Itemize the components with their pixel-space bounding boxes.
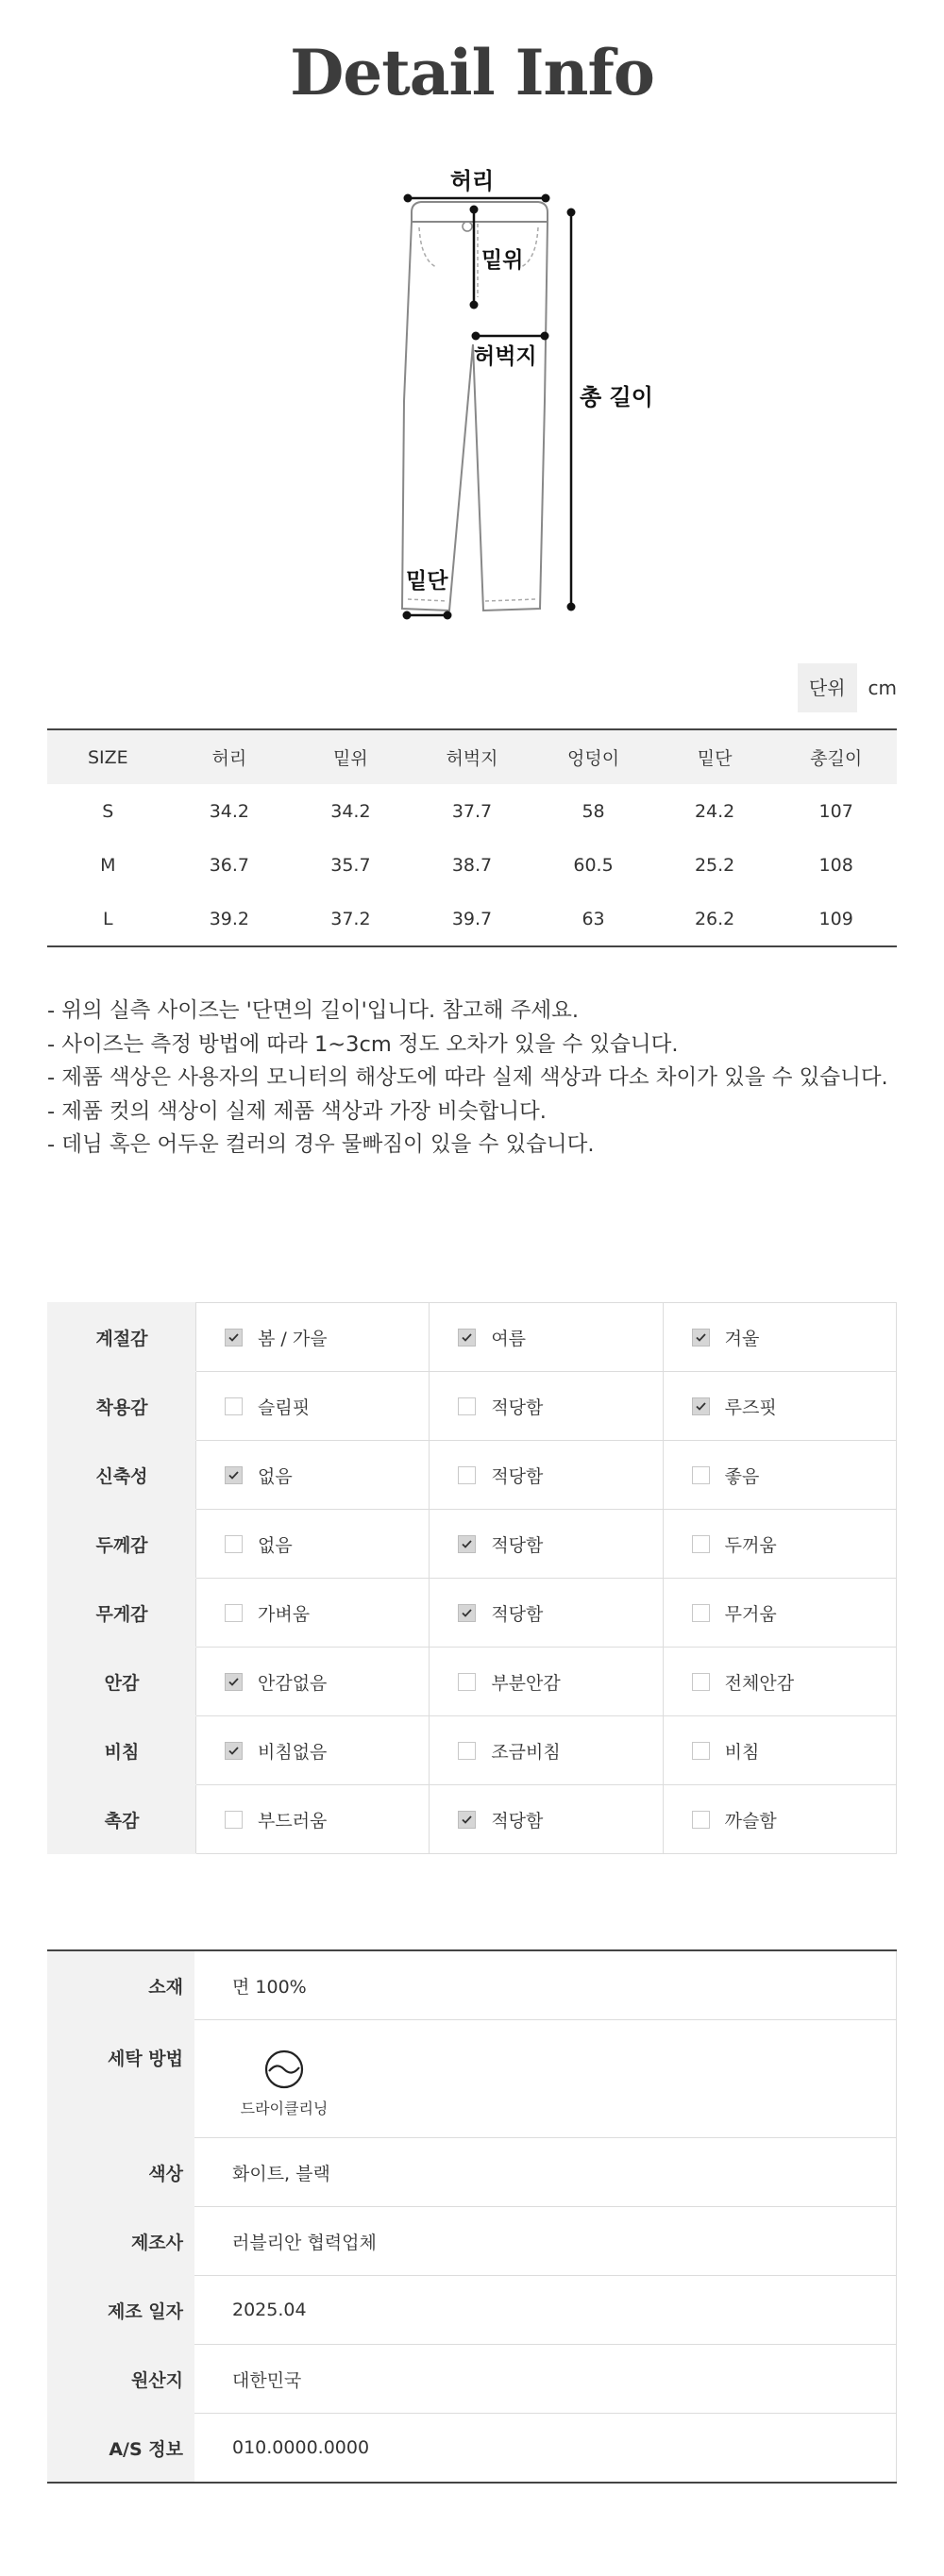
option-wrap	[430, 1738, 662, 1764]
attribute-option	[196, 1579, 430, 1648]
pants-measurement-diagram	[359, 156, 680, 627]
option-label: 적당함	[491, 1397, 544, 1418]
attribute-option	[196, 1716, 430, 1785]
attribute-option	[430, 1303, 663, 1372]
attribute-option	[196, 1648, 430, 1716]
attribute-label: 신축성	[48, 1441, 196, 1510]
size-table-cell: 37.7	[451, 800, 493, 822]
size-table-header: 엉덩이	[532, 729, 654, 784]
unchecked-checkbox-icon	[458, 1742, 476, 1760]
option-label: 까슬함	[724, 1810, 777, 1832]
table-row	[47, 892, 897, 946]
option-wrap	[196, 1738, 429, 1764]
attribute-label: 안감	[48, 1648, 196, 1716]
option-wrap	[430, 1669, 662, 1695]
option-label: 없음	[258, 1465, 293, 1487]
size-table-cell: 108	[818, 854, 853, 876]
attribute-option	[196, 1303, 430, 1372]
unchecked-checkbox-icon	[692, 1466, 710, 1484]
unchecked-checkbox-icon	[225, 1535, 243, 1553]
attribute-label: 비침	[48, 1716, 196, 1785]
size-table-header: SIZE	[47, 729, 169, 784]
size-table-cell: 60.5	[573, 854, 614, 876]
checked-checkbox-icon	[458, 1604, 476, 1622]
attribute-table	[47, 1302, 897, 1854]
size-table-cell: S	[102, 800, 114, 822]
size-table-cell: 37.2	[330, 908, 371, 929]
option-label: 비침없음	[258, 1741, 328, 1763]
attribute-option	[196, 1441, 430, 1510]
option-wrap	[664, 1600, 896, 1626]
option-label: 부드러움	[258, 1810, 328, 1832]
washing-label: 드라이클리닝	[240, 2099, 329, 2117]
info-value: 대한민국	[194, 2345, 897, 2414]
size-table-cell: 24.2	[694, 800, 735, 822]
note-item: - 제품 색상은 사용자의 모니터의 해상도에 따라 실제 색상과 다소 차이가 있을 수 있습니다.	[47, 1065, 888, 1090]
info-label: A/S 정보	[47, 2414, 194, 2484]
product-info-table	[47, 1949, 897, 2484]
unchecked-checkbox-icon	[225, 1397, 243, 1415]
checked-checkbox-icon	[692, 1397, 710, 1415]
unit-indicator	[798, 663, 897, 712]
option-label: 가벼움	[258, 1603, 311, 1625]
option-label: 여름	[491, 1328, 527, 1349]
attribute-row	[48, 1510, 897, 1579]
size-table-cell: 36.7	[209, 854, 249, 876]
info-row-material	[47, 1950, 897, 2020]
option-label: 적당함	[491, 1534, 544, 1556]
option-label: 비침	[724, 1741, 760, 1763]
option-wrap	[664, 1463, 896, 1488]
pants-outline-svg	[359, 156, 680, 627]
option-wrap	[196, 1600, 429, 1626]
option-wrap	[430, 1463, 662, 1488]
option-label: 좋음	[724, 1465, 760, 1487]
button-icon	[463, 222, 472, 231]
unchecked-checkbox-icon	[692, 1811, 710, 1829]
size-table-cell: 58	[582, 800, 605, 822]
unchecked-checkbox-icon	[692, 1535, 710, 1553]
option-wrap	[664, 1394, 896, 1419]
size-table-cell: 39.2	[209, 908, 249, 929]
size-table-cell: 35.7	[330, 854, 371, 876]
option-wrap	[196, 1807, 429, 1832]
size-table-header: 밑위	[290, 729, 412, 784]
attribute-option	[663, 1510, 896, 1579]
option-wrap	[664, 1807, 896, 1832]
note-item: - 위의 실측 사이즈는 '단면의 길이'입니다. 참고해 주세요.	[47, 998, 580, 1023]
size-table-cell: 34.2	[209, 800, 249, 822]
option-label: 부분안감	[491, 1672, 561, 1694]
checked-checkbox-icon	[225, 1673, 243, 1691]
info-value: 화이트, 블랙	[194, 2138, 897, 2207]
option-label: 무거움	[724, 1603, 777, 1625]
option-wrap	[196, 1531, 429, 1557]
unchecked-checkbox-icon	[458, 1397, 476, 1415]
attribute-option	[430, 1579, 663, 1648]
size-table-cell: 63	[582, 908, 605, 929]
info-label: 제조 일자	[47, 2276, 194, 2345]
checked-checkbox-icon	[692, 1329, 710, 1347]
option-wrap	[430, 1531, 662, 1557]
attribute-row	[48, 1579, 897, 1648]
attribute-row	[48, 1716, 897, 1785]
option-label: 안감없음	[258, 1672, 328, 1694]
size-table-cell: 25.2	[694, 854, 735, 876]
info-row-washing	[47, 2020, 897, 2138]
attribute-option	[430, 1785, 663, 1854]
size-table-cell: 109	[818, 908, 853, 929]
attribute-option	[430, 1510, 663, 1579]
size-table-cell: L	[102, 908, 113, 929]
size-table-cell: M	[100, 854, 116, 876]
size-table-cell: 38.7	[451, 854, 493, 876]
option-label: 루즈핏	[724, 1397, 777, 1418]
info-row-as	[47, 2414, 897, 2484]
unchecked-checkbox-icon	[458, 1466, 476, 1484]
option-label: 슬림핏	[258, 1397, 311, 1418]
option-label: 봄 / 가을	[258, 1328, 328, 1349]
option-label: 적당함	[491, 1465, 544, 1487]
attribute-option	[430, 1648, 663, 1716]
attribute-row	[48, 1785, 897, 1854]
info-row-manufacturer	[47, 2207, 897, 2276]
info-label: 원산지	[47, 2345, 194, 2414]
option-wrap	[664, 1325, 896, 1350]
unit-label: 단위	[798, 663, 857, 712]
option-wrap	[196, 1394, 429, 1419]
option-wrap	[196, 1325, 429, 1350]
info-value: 면 100%	[194, 1950, 897, 2020]
dry-cleaning-icon	[263, 2049, 305, 2090]
size-table-cell: 107	[818, 800, 853, 822]
size-table-cell: 26.2	[694, 908, 735, 929]
info-label: 소재	[47, 1950, 194, 2020]
attribute-option	[196, 1372, 430, 1441]
attribute-option	[663, 1372, 896, 1441]
size-table-cell: 39.7	[451, 908, 493, 929]
checked-checkbox-icon	[458, 1811, 476, 1829]
checked-checkbox-icon	[458, 1329, 476, 1347]
attribute-option	[663, 1648, 896, 1716]
info-row-color	[47, 2138, 897, 2207]
option-wrap	[430, 1600, 662, 1626]
attribute-option	[663, 1716, 896, 1785]
unchecked-checkbox-icon	[225, 1604, 243, 1622]
checked-checkbox-icon	[225, 1466, 243, 1484]
table-row	[47, 784, 897, 838]
option-label: 겨울	[724, 1328, 760, 1349]
size-table-header: 허리	[169, 729, 291, 784]
size-table	[47, 728, 897, 947]
option-wrap	[430, 1807, 662, 1832]
info-value: 러블리안 협력업체	[194, 2207, 897, 2276]
attribute-option	[663, 1441, 896, 1510]
attribute-option	[663, 1785, 896, 1854]
info-value: 2025.04	[194, 2276, 897, 2345]
option-wrap	[430, 1325, 662, 1350]
option-label: 적당함	[491, 1603, 544, 1625]
option-label: 없음	[258, 1534, 293, 1556]
size-table-header: 총길이	[775, 729, 897, 784]
attribute-row	[48, 1303, 897, 1372]
info-value	[194, 2020, 897, 2138]
rise-label: 밑위	[481, 248, 524, 273]
washing-method	[232, 2020, 336, 2118]
unchecked-checkbox-icon	[458, 1673, 476, 1691]
attribute-option	[196, 1510, 430, 1579]
option-label: 두꺼움	[724, 1534, 777, 1556]
option-label: 조금비침	[491, 1741, 561, 1763]
unchecked-checkbox-icon	[692, 1673, 710, 1691]
note-item: - 데님 혹은 어두운 컬러의 경우 물빠짐이 있을 수 있습니다.	[47, 1132, 595, 1157]
option-label: 전체안감	[724, 1672, 795, 1694]
attribute-label: 촉감	[48, 1785, 196, 1854]
option-wrap	[196, 1669, 429, 1695]
size-table-cell: 34.2	[330, 800, 371, 822]
attribute-option	[196, 1785, 430, 1854]
attribute-option	[430, 1372, 663, 1441]
unchecked-checkbox-icon	[225, 1811, 243, 1829]
unchecked-checkbox-icon	[692, 1742, 710, 1760]
checked-checkbox-icon	[225, 1742, 243, 1760]
thigh-label: 허벅지	[474, 344, 537, 369]
option-wrap	[430, 1394, 662, 1419]
attribute-row	[48, 1648, 897, 1716]
note-item: - 제품 컷의 색상이 실제 제품 색상과 가장 비슷합니다.	[47, 1098, 547, 1124]
note-item: - 사이즈는 측정 방법에 따라 1~3cm 정도 오차가 있을 수 있습니다.	[47, 1031, 679, 1057]
option-wrap	[196, 1463, 429, 1488]
attribute-label: 착용감	[48, 1372, 196, 1441]
attribute-option	[663, 1303, 896, 1372]
option-wrap	[664, 1531, 896, 1557]
checked-checkbox-icon	[458, 1535, 476, 1553]
attribute-label: 두께감	[48, 1510, 196, 1579]
option-wrap	[664, 1738, 896, 1764]
notes-list	[47, 995, 916, 1163]
attribute-label: 계절감	[48, 1303, 196, 1372]
attribute-label: 무게감	[48, 1579, 196, 1648]
attribute-option	[663, 1579, 896, 1648]
attribute-row	[48, 1372, 897, 1441]
waist-label: 허리	[449, 168, 495, 194]
attribute-option	[430, 1716, 663, 1785]
unchecked-checkbox-icon	[692, 1604, 710, 1622]
info-label: 세탁 방법	[47, 2020, 194, 2138]
size-table-header: 허벅지	[412, 729, 533, 784]
unit-value: cm	[868, 677, 897, 699]
info-value: 010.0000.0000	[194, 2414, 897, 2484]
option-label: 적당함	[491, 1810, 544, 1832]
size-table-header: 밑단	[654, 729, 776, 784]
attribute-option	[430, 1441, 663, 1510]
page-title: Detail Info	[290, 36, 654, 109]
table-row	[47, 838, 897, 892]
info-label: 제조사	[47, 2207, 194, 2276]
hem-label: 밑단	[406, 569, 448, 594]
attribute-row	[48, 1441, 897, 1510]
option-wrap	[664, 1669, 896, 1695]
total-length-label: 총 길이	[580, 384, 653, 410]
info-label: 색상	[47, 2138, 194, 2207]
checked-checkbox-icon	[225, 1329, 243, 1347]
info-row-origin	[47, 2345, 897, 2414]
info-row-date	[47, 2276, 897, 2345]
